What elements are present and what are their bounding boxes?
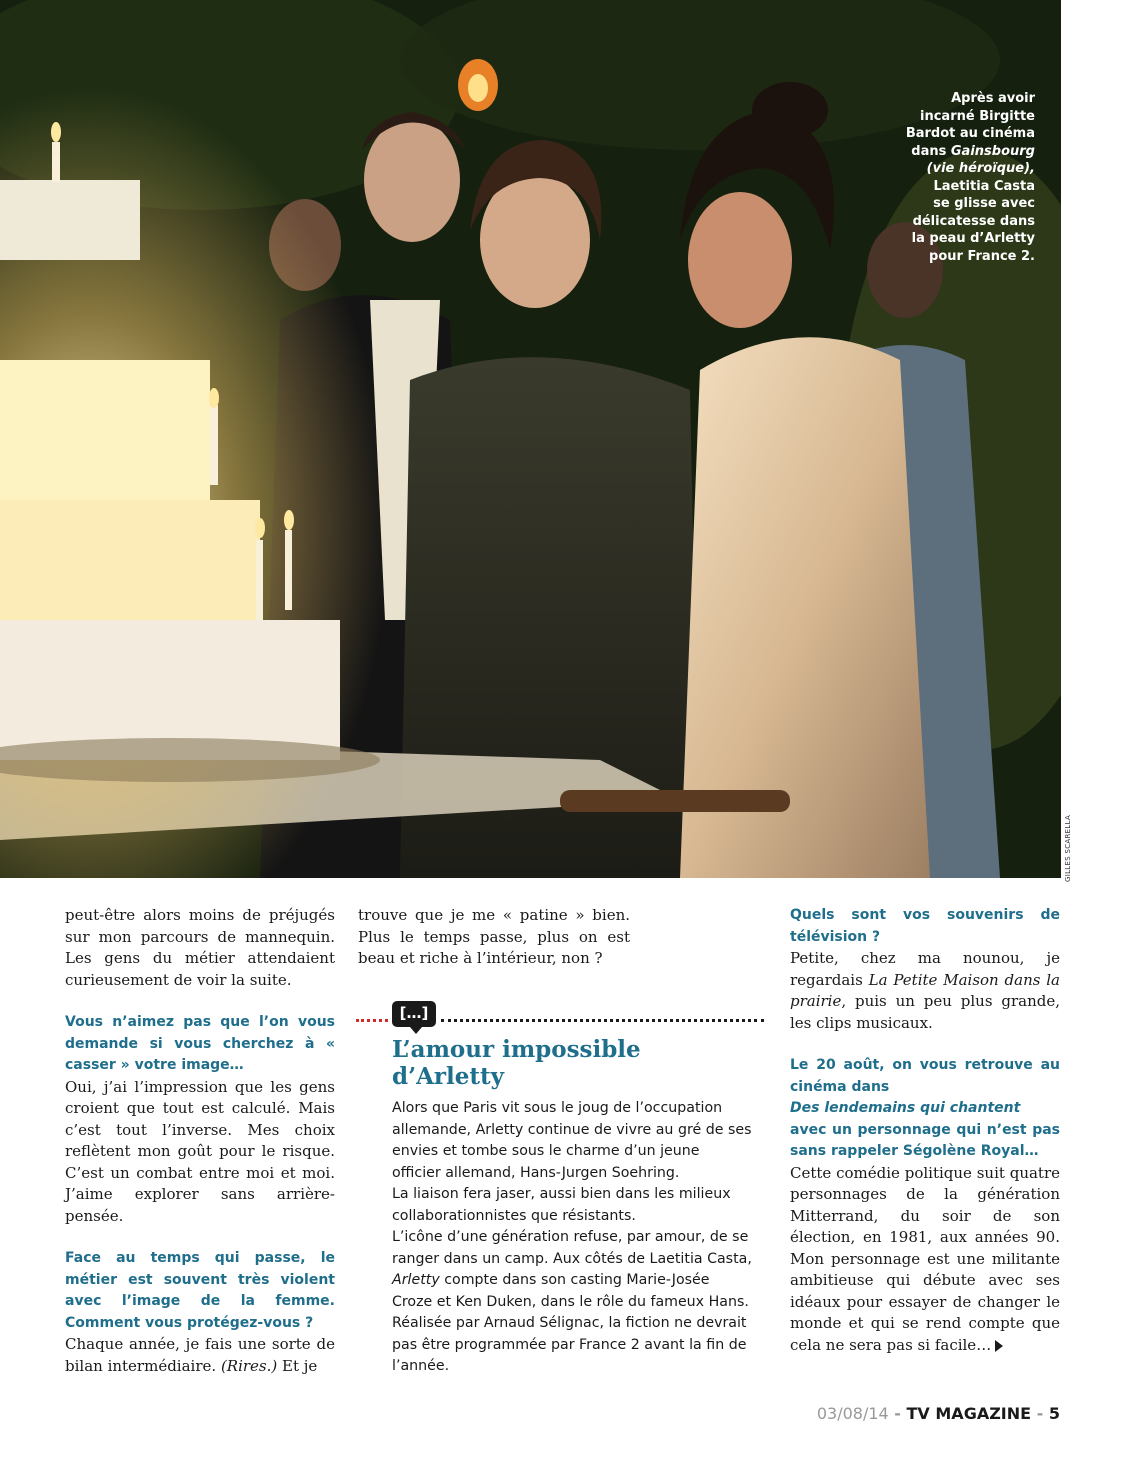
body-paragraph: peut-être alors moins de préjugés sur mon parcours de mannequin. Les gens du métier attendaient curieusement de voir la suite. xyxy=(65,906,335,989)
magazine-name: TV MAGAZINE xyxy=(906,1404,1032,1423)
sidebar-title: L’amour impossible d’Arletty xyxy=(392,1036,641,1090)
body-paragraph: Cette comédie politique suit quatre personnages de la génération Mitterrand, du soir de son élection, en 1981, aux années 90. Mon personnage est une militante ambitieuse qui débute avec ses idéaux pour essayer de changer le monde et qui se rend compte que cela ne sera pas si facile… xyxy=(790,1163,1060,1354)
body-paragraph: Chaque année, je fais une sorte de bilan intermédiaire. (Rires.) Et je xyxy=(65,1335,335,1375)
page-footer: 03/08/14 - TV MAGAZINE - 5 xyxy=(816,1404,1060,1423)
dotted-divider-red xyxy=(356,1019,388,1022)
article-column-3 xyxy=(790,905,1060,1356)
dotted-divider xyxy=(441,1019,764,1022)
sidebar-body xyxy=(392,1098,752,1378)
interview-question: Quels sont vos souvenirs de télévision ? xyxy=(790,907,1060,945)
issue-date: 03/08/14 xyxy=(816,1404,889,1423)
interview-question: Face au temps qui passe, le métier est souvent très violent avec l’image de la femme. Comment vous protégez-vous ? xyxy=(65,1250,335,1331)
body-paragraph: Oui, j’ai l’impression que les gens croient que tout est calculé. Mais c’est tout l’inverse. Mes choix reflètent mon goût pour le risque. C’est un combat entre moi et moi. J’aime explorer sans arrière-pensée. xyxy=(65,1077,335,1225)
body-paragraph: Petite, chez ma nounou, je regardais La Petite Maison dans la prairie, puis un peu plus grande, les clips musicaux. xyxy=(790,949,1060,1032)
interview-question: Vous n’aimez pas que l’on vous demande si vous cherchez à « casser » votre image… xyxy=(65,1014,335,1073)
page-number: 5 xyxy=(1048,1404,1060,1423)
body-paragraph: trouve que je me « patine » bien. Plus le temps passe, plus on est beau et riche à l’intérieur, non ? xyxy=(358,906,630,967)
article-column-1 xyxy=(65,905,335,1377)
sidebar-paragraph: La liaison fera jaser, aussi bien dans les milieux collaborationnistes que résistants. xyxy=(392,1186,731,1224)
ellipsis-tag-icon: […] xyxy=(392,1001,436,1027)
sidebar-paragraph: L’icône d’une génération refuse, par amour, de se ranger dans un camp. Aux côtés de Laetitia Casta, Arletty compte dans son casting Marie-Josée Croze et Ken Duken, dans le rôle du fameux Hans. Réalisée par Arnaud Sélignac, la fiction ne devrait pas être programmée par France 2 avant la fin de l’année. xyxy=(392,1229,752,1374)
article-column-2 xyxy=(358,905,630,970)
interview-question: Le 20 août, on vous retrouve au cinéma dans Des lendemains qui chantent avec un personnage qui n’est pas sans rappeler Ségolène Royal… xyxy=(790,1057,1060,1159)
end-of-article-icon xyxy=(995,1340,1003,1352)
sidebar-paragraph: Alors que Paris vit sous le joug de l’occupation allemande, Arletty continue de vivre au gré de ses envies et tombe sous le charme d’un jeune officier allemand, Hans-Jurgen Soehring. xyxy=(392,1100,752,1181)
photo-credit: GILLES SCARELLA xyxy=(1064,814,1072,882)
photo-caption: Après avoir incarné Birgitte Bardot au cinéma dans Gainsbourg (vie héroïque), Laetitia Casta se glisse avec délicatesse dans la peau d’Arletty pour France 2. xyxy=(905,91,1035,264)
